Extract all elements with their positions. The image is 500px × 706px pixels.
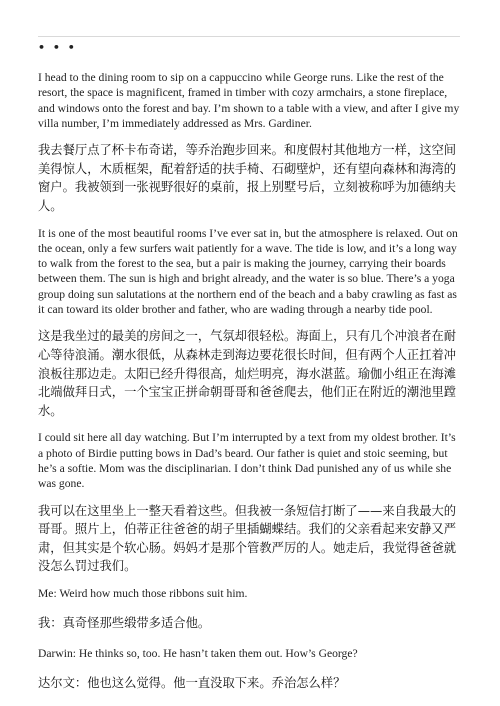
paragraph-zh-2: 这是我坐过的最美的房间之一，气氛却很轻松。海面上，只有几个冲浪者在耐心等待浪涌。潮水很低，从森林走到海边要花很长时间，但有两个人正扛着冲浪板往那边走。太阳已经升得很高，灿烂明亮，海水湛蓝。瑜伽小组正在海滩北端做拜日式，一个宝宝正拼命朝哥哥和爸爸爬去，他们正在附近的潮池里蹚水。 [38, 329, 457, 418]
article-body [38, 70, 460, 703]
dialogue-en-me: Me: Weird how much those ribbons suit him. [38, 586, 248, 600]
paragraph-en-3: I could sit here all day watching. But I’m interrupted by a text from my oldest brother. It’s a photo of Birdie putting bows in Dad’s beard. Our father is quiet and stoic seeming, but he’s a softie. Mom was the disciplinarian. I don’t think Dad punished any of us while she was gone. [38, 431, 456, 491]
dialogue-zh-me: 我：真奇怪那些缎带多适合他。 [38, 616, 211, 631]
paragraph-zh-1: 我去餐厅点了杯卡布奇诺，等乔治跑步回来。和度假村其他地方一样，这空间美得惊人，木质框架，配着舒适的扶手椅、石砌壁炉，还有望向森林和海湾的窗户。我被领到一张视野很好的桌前，报上别墅号后，立刻被称呼为加德纳夫人。 [38, 143, 457, 213]
more-options-ellipsis[interactable]: • • • [38, 41, 77, 54]
paragraph-zh-3: 我可以在这里坐上一整天看着这些。但我被一条短信打断了——来自我最大的哥哥。照片上，伯蒂正往爸爸的胡子里插蝴蝶结。我们的父亲看起来安静又严肃，但其实是个软心肠。妈妈才是那个管教严厉的人。她走后，我觉得爸爸就没怎么罚过我们。 [38, 503, 457, 574]
dialogue-zh-darwin: 达尔文：他也这么觉得。他一直没取下来。乔治怎么样？ [38, 676, 346, 691]
paragraph-en-2: It is one of the most beautiful rooms I’ve ever sat in, but the atmosphere is relaxed. Out on the ocean, only a few surfers wait patiently for a wave. The tide is low, and it’s a long way to walk from the forest to the sea, but a pair is making the journey, carrying their boards between them. The sun is high and bright already, and the water is so blue. There’s a yoga group doing sun salutations at the northern end of the beach and a baby crawling as fast as it can toward its older brother and father, who are wading through a nearby tide pool. [38, 226, 458, 317]
dialogue-en-darwin: Darwin: He thinks so, too. He hasn’t taken them out. How’s George? [38, 646, 358, 660]
top-divider [38, 36, 460, 37]
paragraph-en-1: I head to the dining room to sip on a cappuccino while George runs. Like the rest of the resort, the space is magnificent, framed in timber with cozy armchairs, a stone fireplace, and windows onto the forest and bay. I’m shown to a table with a view, and after I give my villa number, I’m immediately addressed as Mrs. Gardiner. [38, 71, 460, 130]
